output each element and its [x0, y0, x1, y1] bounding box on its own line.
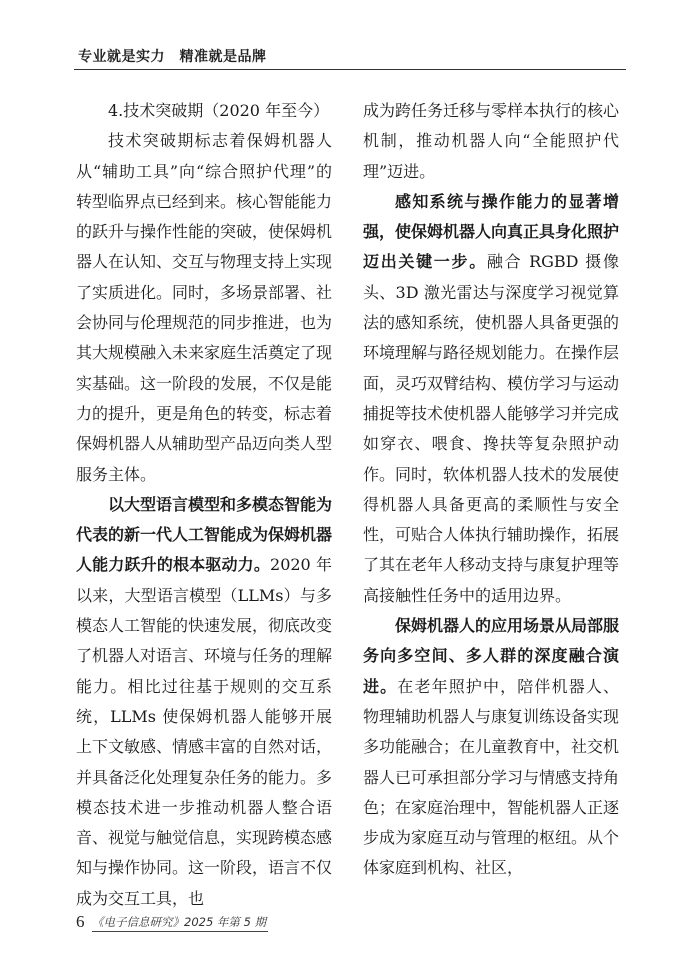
paragraph-lead: 保姆机器人的应用场景从局部服务向多空间、多人群的深度融合演进。 [363, 616, 620, 696]
paragraph-body: 在老年照护中，陪伴机器人、物理辅助机器人与康复训练设备实现多功能融合；在儿童教育中，社交机器人已可承担部分学习与情感支持角色；在家庭治理中，智能机器人正逐步成为家庭互动与管理的枢纽。从个体家庭到机构、社区， [363, 676, 620, 878]
paragraph [363, 187, 619, 611]
running-header: 专业就是实力 精准就是品牌 [78, 49, 267, 65]
paragraph-body: 2020 年以来，大型语言模型（LLMs）与多模态人工智能的快速发展，彻底改变了机器人对语言、环境与任务的理解能力。相比过往基于规则的交互系统，LLMs 使保姆机器人能够开展上下文敏感、情感丰富的自然对话，并具备泛化处理复杂任务的能力。多模态技术进一步推动机器人整合语音、视觉与触觉信息，实现跨模态感知与操作协同。这一阶段，语言不仅成为交互工具，也 [76, 555, 333, 908]
left-column [76, 96, 332, 914]
paragraph: 技术突破期标志着保姆机器人从“辅助工具”向“综合照护代理”的转型临界点已经到来。核心智能能力的跃升与操作性能的突破，使保姆机器人在认知、交互与物理支持上实现了实质进化。同时，多场景部署、社会协同与伦理规范的同步推进，也为其大规模融入未来家庭生活奠定了现实基础。这一阶段的发展，不仅是能力的提升，更是角色的转变，标志着保姆机器人从辅助型产品迈向类人型服务主体。 [76, 131, 333, 484]
section-heading: 4.技术突破期（2020 年至今） [108, 101, 330, 120]
journal-citation: 《电子信息研究》2025 年第 5 期 [92, 914, 268, 932]
right-column [363, 96, 619, 884]
page-number: 6 [76, 912, 85, 931]
paragraph [363, 611, 619, 884]
paragraph-continued: 成为跨任务迁移与零样本执行的核心机制，推动机器人向“全能照护代理”迈进。 [363, 101, 620, 181]
paragraph-lead: 感知系统与操作能力的显著增强，使保姆机器人向真正具身化照护迈出关键一步。 [363, 191, 620, 272]
header-rule [74, 69, 626, 70]
paragraph-body: 融合 RGBD 摄像头、3D 激光雷达与深度学习视觉算法的感知系统，使机器人具备更强的环境理解与路径规划能力。在操作层面，灵巧双臂结构、模仿学习与运动捕捉等技术使机器人能够学习并完成如穿衣、喂食、搀扶等复杂照护动作。同时，软体机器人技术的发展使得机器人具备更高的柔顺性与安全性，可贴合人体执行辅助操作，拓展了其在老年人移动支持与康复护理等高接触性任务中的适用边界。 [363, 252, 620, 605]
paragraph-lead: 以大型语言模型和多模态智能为代表的新一代人工智能成为保姆机器人能力跃升的根本驱动力。 [76, 494, 333, 575]
paragraph [76, 490, 332, 914]
